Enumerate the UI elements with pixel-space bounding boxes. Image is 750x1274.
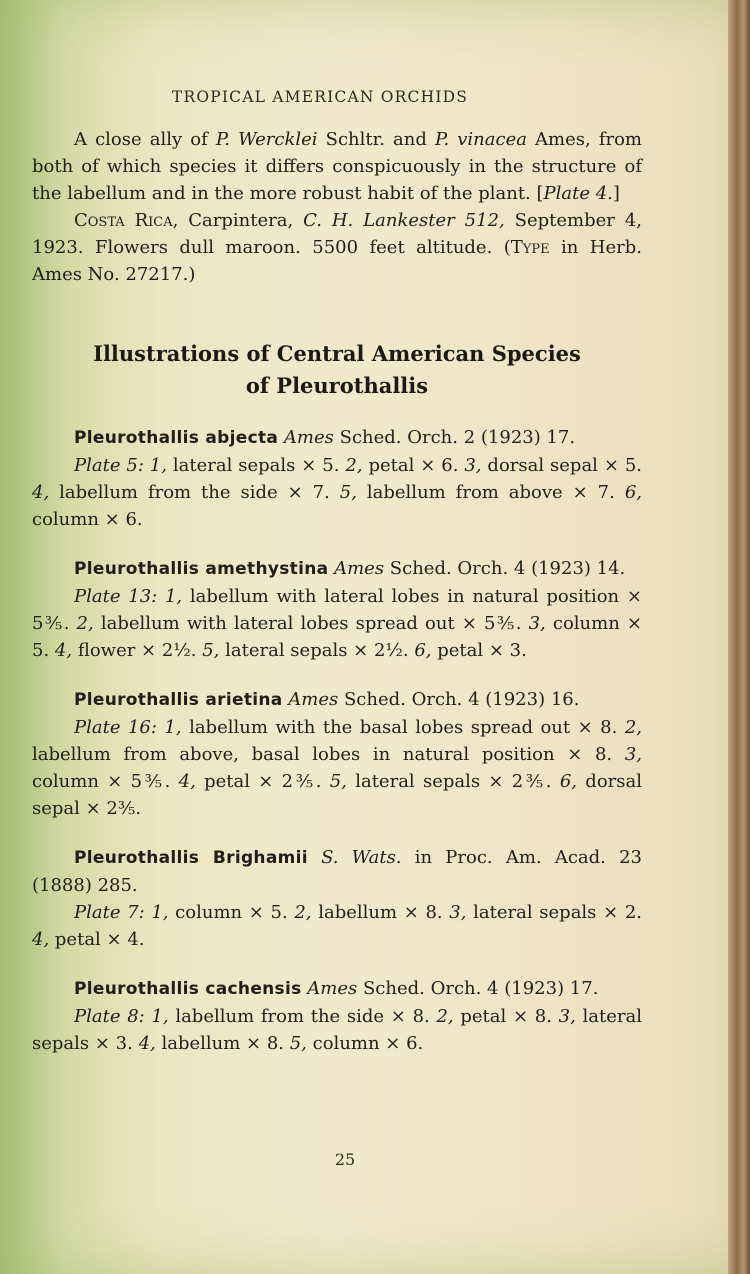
species-citation: Sched. Orch. 4 (1923) 17.	[357, 978, 599, 999]
figure-number: 5,	[339, 482, 357, 503]
species-name: Pleurothallis cachensis	[74, 979, 302, 999]
figure-number: 6,	[414, 640, 432, 661]
figure-caption: lateral sepals × 2½.	[219, 640, 415, 661]
figure-caption: flower × 2½.	[72, 640, 203, 661]
plate-description	[32, 714, 642, 822]
figure-caption: labellum from the side × 8.	[168, 1006, 437, 1027]
figure-number: 6,	[624, 482, 642, 503]
species-entry	[32, 975, 642, 1057]
figure-caption: labellum with the basal lobes spread out × 8.	[181, 717, 625, 738]
figure-number: 5,	[289, 1033, 307, 1054]
species-citation: Sched. Orch. 2 (1923) 17.	[333, 427, 576, 448]
species-author: Ames	[307, 978, 358, 999]
figure-caption: petal × 2⅗.	[195, 771, 330, 792]
figure-number: 2,	[76, 613, 94, 634]
figure-number: 3,	[624, 744, 642, 765]
plate-ref: Plate 16:	[74, 717, 157, 738]
locality-paragraph: Costa Rica, Carpintera, C. H. Lankester 512, September 4, 1923. Flowers dull maroon. 5500 feet altitude. (Type in Herb. Ames No. 27217.)	[32, 210, 642, 285]
figure-caption: labellum with lateral lobes spread out × 5⅗.	[93, 613, 529, 634]
figure-caption: column × 5.	[168, 902, 295, 923]
species-entry	[32, 686, 642, 822]
plate-ref: Plate 8:	[74, 1006, 145, 1027]
species-author: Ames	[283, 427, 334, 448]
species-entry	[32, 555, 642, 664]
figure-number: 1,	[157, 586, 183, 607]
figure-number: 6,	[559, 771, 578, 792]
species-name: Pleurothallis arietina	[74, 690, 283, 710]
figure-number: 2,	[294, 902, 312, 923]
figure-caption: column × 6.	[32, 509, 143, 530]
figure-number: 1,	[144, 902, 169, 923]
species-citation: Sched. Orch. 4 (1923) 16.	[338, 689, 580, 710]
figure-number: 1,	[144, 1006, 169, 1027]
section-title: Illustrations of Central American Species of Pleurothallis	[93, 341, 581, 398]
figure-caption: column × 5⅗.	[32, 771, 179, 792]
species-author: Ames	[334, 558, 385, 579]
figure-caption: petal × 6.	[362, 455, 465, 476]
figure-number: 4,	[178, 771, 196, 792]
figure-number: 3,	[449, 902, 467, 923]
species-citation: in Proc. Am. Acad. 23 (1888) 285.	[32, 847, 642, 896]
species-heading	[32, 555, 642, 583]
figure-caption: lateral sepals × 2.	[466, 902, 642, 923]
species-heading	[32, 424, 642, 452]
intro-paragraph: A close ally of P. Wercklei Schltr. and P. vinacea Ames, from both of which species it differs conspicuously in the structure of the labellum and in the more robust habit of the plant. [Plate 4.]	[32, 129, 642, 204]
species-name: Pleurothallis amethystina	[74, 559, 329, 579]
figure-caption: petal × 4.	[49, 929, 145, 950]
figure-caption: dorsal sepal × 2⅗.	[32, 771, 642, 819]
figure-number: 4,	[32, 929, 50, 950]
figure-caption: dorsal sepal × 5.	[481, 455, 642, 476]
figure-number: 1,	[143, 455, 167, 476]
species-citation: Sched. Orch. 4 (1923) 14.	[384, 558, 626, 579]
figure-caption: column × 6.	[306, 1033, 424, 1054]
figure-caption: labellum from above, basal lobes in natural position × 8.	[32, 744, 625, 765]
figure-caption: labellum × 8.	[155, 1033, 290, 1054]
species-heading	[32, 975, 642, 1003]
figure-number: 2,	[436, 1006, 454, 1027]
figure-number: 1,	[156, 717, 182, 738]
figure-caption: petal × 8.	[453, 1006, 559, 1027]
figure-number: 3,	[528, 613, 546, 634]
figure-caption: petal × 3.	[431, 640, 527, 661]
species-heading	[32, 844, 642, 899]
figure-number: 5,	[202, 640, 220, 661]
species-author: Ames	[288, 689, 339, 710]
plate-description	[32, 1003, 642, 1057]
figure-caption: lateral sepals × 2⅗.	[346, 771, 560, 792]
figure-number: 3,	[464, 455, 482, 476]
species-list	[32, 424, 642, 1057]
figure-number: 5,	[329, 771, 347, 792]
figure-number: 3,	[558, 1006, 576, 1027]
figure-number: 4,	[138, 1033, 156, 1054]
species-entry	[32, 844, 642, 953]
running-head: TROPICAL AMERICAN ORCHIDS	[171, 88, 469, 106]
figure-number: 2,	[624, 717, 642, 738]
species-author: S. Wats.	[321, 847, 402, 868]
figure-caption: lateral sepals × 3.	[32, 1006, 643, 1054]
plate-ref: Plate 13:	[74, 586, 158, 607]
plate-ref: Plate 5:	[74, 455, 144, 476]
figure-caption: column × 5.	[32, 613, 643, 661]
page-edge	[728, 0, 750, 1274]
plate-ref: Plate 7:	[74, 902, 145, 923]
figure-number: 2,	[345, 455, 363, 476]
figure-caption: labellum from above × 7.	[356, 482, 625, 503]
plate-description	[32, 899, 642, 953]
species-entry	[32, 424, 642, 533]
figure-number: 4,	[54, 640, 73, 661]
figure-number: 4,	[32, 482, 50, 503]
plate-description	[32, 452, 642, 533]
plate-description	[32, 583, 642, 664]
figure-caption: labellum with lateral lobes in natural position × 5⅗.	[32, 586, 642, 634]
species-heading	[32, 686, 642, 714]
page-body	[32, 126, 642, 1057]
figure-caption: labellum from the side × 7.	[49, 482, 340, 503]
species-name: Pleurothallis Brighamii	[74, 848, 308, 868]
figure-caption: labellum × 8.	[311, 902, 450, 923]
figure-caption: lateral sepals × 5.	[166, 455, 346, 476]
species-name: Pleurothallis abjecta	[74, 428, 279, 448]
page-number: 25	[334, 1150, 356, 1169]
